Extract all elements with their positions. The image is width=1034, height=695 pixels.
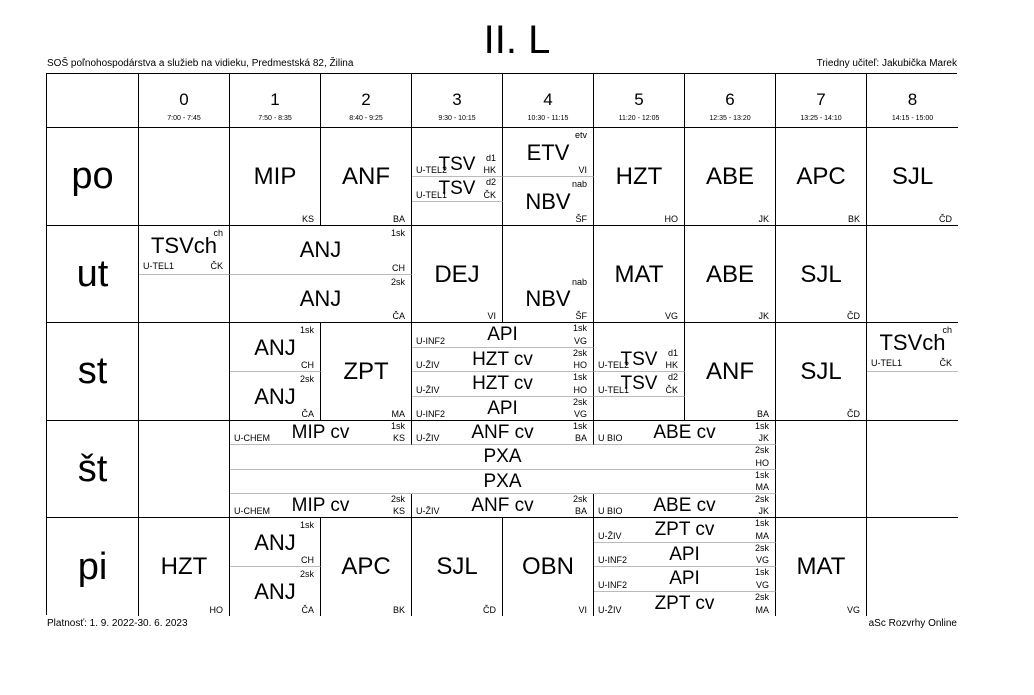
lesson-subject: SJL (800, 358, 842, 385)
period-time: 9:30 - 10:15 (438, 115, 476, 122)
lesson-card[interactable] (412, 177, 503, 202)
lesson-subject: ABE (705, 163, 755, 190)
period-number: 8 (907, 90, 918, 109)
lesson-group: 1sk (572, 372, 587, 382)
lesson-room: U-ŽIV (598, 530, 622, 541)
period-number: 5 (634, 90, 644, 109)
lesson-teacher: VI (578, 165, 587, 175)
lesson-card[interactable] (594, 226, 685, 323)
lesson-group: ch (942, 325, 952, 335)
lesson-subject: ETV (526, 140, 570, 165)
lesson-teacher: HO (209, 605, 223, 615)
lesson-teacher: ČD (939, 214, 952, 224)
lesson-teacher: ČK (665, 384, 678, 395)
lesson-subject: ABE (705, 261, 755, 288)
lesson-teacher: ČK (210, 261, 223, 271)
lesson-subject: ANJ (254, 335, 296, 360)
lesson-group: 2sk (754, 445, 769, 456)
lesson-subject: TSV (620, 348, 658, 370)
lesson-group: 1sk (572, 323, 587, 333)
lesson-subject: MIP cv (291, 422, 350, 443)
lesson-subject: HZT (615, 163, 663, 190)
lesson-card[interactable] (321, 518, 412, 616)
lesson-room: U-CHEM (234, 433, 270, 444)
lesson-subject: ABE cv (653, 422, 716, 443)
lesson-teacher: CH (301, 555, 314, 565)
period-header (867, 74, 958, 128)
lesson-card[interactable] (594, 348, 685, 373)
lesson-subject: OBN (521, 553, 574, 580)
lesson-subject: ANF (342, 163, 390, 190)
lesson-teacher: CH (301, 360, 314, 370)
lesson-subject: MIP (253, 163, 297, 190)
period-header (776, 74, 867, 128)
lesson-subject: SJL (800, 261, 842, 288)
lesson-subject: MIP cv (291, 494, 350, 516)
lesson-card[interactable] (230, 421, 412, 445)
lesson-subject: HZT (160, 553, 208, 580)
lesson-room: U-INF2 (416, 409, 445, 419)
lesson-group: 1sk (299, 325, 314, 335)
lesson-subject: SJL (891, 163, 934, 190)
empty-slot (776, 421, 867, 518)
lesson-card[interactable] (139, 226, 230, 275)
lesson-subject: ANJ (299, 285, 342, 311)
lesson-subject: MAT (614, 261, 664, 288)
lesson-teacher: HK (483, 165, 496, 175)
period-time: 11:20 - 12:05 (618, 115, 660, 122)
lesson-group: d1 (667, 347, 678, 358)
period-time: 7:50 - 8:35 (258, 115, 292, 122)
empty-slot (867, 518, 958, 616)
lesson-teacher: HO (573, 360, 587, 370)
lesson-teacher: ČD (483, 605, 496, 615)
lesson-subject: APC (796, 163, 846, 190)
period-header (412, 74, 503, 128)
lesson-group: 1sk (754, 518, 769, 528)
lesson-card[interactable] (230, 518, 321, 567)
lesson-subject: TSVch (150, 233, 218, 258)
lesson-teacher: MA (755, 530, 769, 541)
lesson-card[interactable] (685, 323, 776, 421)
lesson-subject: NBV (525, 189, 571, 214)
lesson-card[interactable] (230, 323, 321, 372)
day-label (47, 421, 139, 518)
lesson-card[interactable] (867, 323, 958, 372)
lesson-room: U-ŽIV (598, 605, 622, 615)
lesson-room: U-TEL1 (598, 384, 630, 395)
lesson-teacher: VI (487, 311, 496, 321)
lesson-teacher: VI (578, 605, 587, 615)
lesson-teacher: CH (392, 262, 405, 273)
class-title: II. L (483, 18, 551, 62)
period-header (503, 74, 594, 128)
lesson-room: U-TEL1 (143, 261, 175, 271)
empty-slot (139, 128, 230, 226)
lesson-teacher: ČK (483, 189, 496, 200)
lesson-teacher: VG (664, 311, 678, 321)
lesson-card[interactable] (412, 226, 503, 323)
period-number: 3 (452, 90, 462, 109)
lesson-group: 2sk (572, 396, 587, 407)
lesson-teacher: JK (758, 214, 769, 224)
lesson-group: 1sk (299, 520, 314, 530)
period-number: 2 (361, 90, 371, 109)
lesson-card[interactable] (503, 518, 594, 616)
lesson-card[interactable] (776, 518, 867, 616)
lesson-teacher: ČK (939, 358, 952, 368)
lesson-card[interactable] (412, 323, 594, 348)
lesson-group: 1sk (572, 421, 587, 431)
lesson-card[interactable] (230, 494, 412, 518)
lesson-card[interactable] (867, 128, 958, 226)
lesson-teacher: ČA (392, 311, 405, 321)
lesson-group: 1sk (390, 228, 405, 238)
lesson-teacher: MA (391, 409, 405, 419)
lesson-room: U-TEL2 (598, 360, 630, 370)
lesson-teacher: BA (574, 506, 587, 516)
lesson-group: d1 (485, 152, 496, 163)
lesson-group: 2sk (390, 276, 405, 287)
lesson-card[interactable] (594, 372, 685, 397)
lesson-group: 2sk (572, 347, 587, 358)
lesson-card[interactable] (230, 567, 321, 616)
lesson-subject: SJL (436, 553, 478, 580)
empty-slot (139, 421, 230, 518)
validity-period: Platnosť: 1. 9. 2022-30. 6. 2023 (47, 618, 188, 629)
lesson-card[interactable] (230, 128, 321, 226)
class-teacher: Triedny učiteľ: Jakubička Marek (816, 58, 957, 69)
lesson-group: etv (574, 130, 587, 140)
lesson-subject: API (669, 543, 700, 565)
lesson-subject: ANJ (254, 384, 296, 409)
lesson-group: 2sk (754, 493, 769, 504)
lesson-group: 1sk (754, 421, 769, 431)
lesson-room: U-TEL2 (416, 165, 448, 175)
day-label (47, 518, 139, 616)
lesson-teacher: HK (665, 360, 678, 370)
lesson-room: U BIO (598, 433, 623, 444)
period-number: 0 (179, 90, 189, 109)
lesson-subject: TSV (438, 153, 476, 175)
lesson-room: U-INF2 (598, 579, 627, 590)
lesson-room: U-ŽIV (416, 506, 440, 516)
day-name: ut (76, 252, 109, 295)
lesson-group: 2sk (572, 493, 587, 504)
lesson-group: nab (571, 276, 587, 287)
lesson-subject: API (487, 397, 518, 419)
lesson-subject: TSV (438, 178, 476, 199)
lesson-teacher: JK (758, 506, 769, 516)
timetable-grid (46, 73, 957, 615)
lesson-subject: API (487, 324, 518, 345)
lesson-teacher: ŠF (575, 311, 587, 321)
lesson-subject: PXA (483, 446, 522, 468)
lesson-teacher: MA (755, 481, 769, 492)
lesson-card[interactable] (230, 445, 776, 469)
lesson-card[interactable] (503, 177, 594, 226)
lesson-teacher: VG (573, 335, 587, 346)
period-number: 6 (725, 90, 735, 109)
lesson-room: U-CHEM (234, 506, 270, 516)
lesson-subject: TSV (620, 373, 658, 394)
lesson-subject: ZPT cv (654, 592, 715, 614)
lesson-card[interactable] (230, 372, 321, 421)
lesson-subject: ANF cv (471, 494, 534, 516)
lesson-group: d2 (485, 177, 496, 187)
lesson-subject: ANJ (254, 530, 296, 555)
period-time: 7:00 - 7:45 (167, 115, 201, 122)
lesson-group: ch (213, 228, 223, 238)
period-time: 12:35 - 13:20 (709, 115, 751, 122)
lesson-card[interactable] (321, 128, 412, 226)
lesson-card[interactable] (776, 226, 867, 323)
lesson-group: nab (571, 179, 587, 189)
lesson-teacher: KS (392, 506, 405, 516)
lesson-card[interactable] (594, 592, 776, 617)
lesson-teacher: VG (573, 409, 587, 419)
lesson-room: U-ŽIV (416, 433, 440, 444)
period-header (685, 74, 776, 128)
lesson-teacher: HO (573, 384, 587, 395)
period-number: 4 (543, 90, 553, 109)
lesson-room: U-ŽIV (416, 384, 440, 395)
lesson-card[interactable] (685, 226, 776, 323)
lesson-group: 2sk (754, 542, 769, 553)
lesson-subject: TSVch (879, 330, 946, 355)
lesson-card[interactable] (594, 128, 685, 226)
corner-cell (47, 74, 139, 128)
lesson-card[interactable] (685, 128, 776, 226)
lesson-subject: ZPT (343, 358, 389, 385)
lesson-teacher: BA (756, 409, 769, 419)
lesson-teacher: ČA (301, 409, 314, 419)
day-name: št (77, 447, 108, 490)
period-header (321, 74, 412, 128)
lesson-card[interactable] (412, 372, 594, 397)
lesson-card[interactable] (594, 421, 776, 445)
lesson-teacher: JK (758, 433, 769, 444)
empty-slot (139, 323, 230, 421)
lesson-room: U-INF2 (598, 555, 627, 565)
period-time: 10:30 - 11:15 (527, 115, 569, 122)
day-label (47, 128, 139, 226)
lesson-group: 2sk (299, 569, 314, 579)
lesson-teacher: BK (847, 214, 860, 224)
school-name: SOŠ poľnohospodárstva a služieb na vidieku, Predmestská 82, Žilina (47, 58, 354, 69)
lesson-card[interactable] (594, 567, 776, 592)
lesson-group: 2sk (299, 374, 314, 384)
lesson-group: d2 (667, 372, 678, 382)
lesson-card[interactable] (776, 323, 867, 421)
lesson-subject: PXA (483, 470, 522, 492)
lesson-card[interactable] (412, 494, 594, 518)
lesson-subject: ABE cv (653, 494, 716, 516)
lesson-card[interactable] (412, 518, 503, 616)
lesson-subject: ANF cv (471, 422, 534, 443)
lesson-subject: HZT cv (472, 373, 533, 394)
lesson-card[interactable] (412, 397, 594, 422)
period-time: 14:15 - 15:00 (891, 115, 934, 122)
period-number: 1 (270, 90, 280, 109)
lesson-card[interactable] (412, 421, 594, 445)
lesson-group: 1sk (754, 469, 769, 480)
lesson-teacher: ČD (847, 409, 860, 419)
lesson-group: 1sk (390, 421, 405, 431)
period-header (230, 74, 321, 128)
lesson-room: U-INF2 (416, 335, 445, 346)
lesson-subject: HZT cv (472, 348, 533, 370)
lesson-card[interactable] (412, 348, 594, 373)
lesson-group: 1sk (754, 567, 769, 577)
lesson-teacher: VG (846, 605, 860, 615)
period-header (139, 74, 230, 128)
period-number: 7 (816, 90, 826, 109)
lesson-card[interactable] (594, 494, 776, 518)
lesson-subject: MAT (796, 553, 846, 580)
lesson-teacher: ČD (847, 311, 860, 321)
lesson-subject: ZPT cv (654, 519, 715, 540)
period-time: 8:40 - 9:25 (349, 115, 383, 122)
lesson-subject: ANJ (299, 237, 342, 262)
lesson-teacher: BA (392, 214, 405, 224)
lesson-teacher: JK (758, 311, 769, 321)
lesson-teacher: VG (755, 555, 769, 565)
day-label (47, 323, 139, 421)
day-name: pi (77, 545, 108, 588)
lesson-teacher: HO (664, 214, 678, 224)
credit: aSc Rozvrhy Online (868, 618, 957, 629)
lesson-teacher: ŠF (575, 214, 587, 224)
day-label (47, 226, 139, 323)
day-name: st (77, 350, 108, 392)
lesson-teacher: MA (755, 605, 769, 615)
lesson-teacher: VG (755, 579, 769, 590)
lesson-room: U-TEL1 (416, 189, 448, 200)
lesson-card[interactable] (594, 543, 776, 568)
day-name: po (71, 155, 114, 197)
lesson-room: U-TEL1 (871, 358, 903, 368)
lesson-teacher: KS (301, 214, 314, 224)
lesson-card[interactable] (412, 153, 503, 178)
lesson-teacher: KS (392, 433, 405, 444)
lesson-subject: APC (341, 553, 391, 580)
lesson-subject: ANF (706, 358, 754, 385)
lesson-group: 2sk (390, 493, 405, 504)
lesson-group: 2sk (754, 591, 769, 602)
lesson-card[interactable] (321, 323, 412, 421)
lesson-card[interactable] (230, 470, 776, 494)
lesson-room: U-ŽIV (416, 360, 440, 370)
lesson-card[interactable] (503, 275, 594, 324)
lesson-card[interactable] (776, 128, 867, 226)
lesson-subject: API (669, 568, 700, 589)
lesson-room: U BIO (598, 506, 623, 516)
lesson-card[interactable] (230, 275, 412, 324)
empty-slot (867, 421, 958, 518)
lesson-card[interactable] (230, 226, 412, 275)
lesson-card[interactable] (594, 518, 776, 543)
lesson-teacher: HO (755, 457, 769, 468)
lesson-card[interactable] (503, 128, 594, 177)
lesson-subject: ANJ (254, 579, 296, 604)
period-time: 13:25 - 14:10 (800, 115, 842, 122)
lesson-teacher: BA (574, 433, 587, 444)
lesson-subject: NBV (525, 285, 571, 311)
lesson-subject: DEJ (434, 261, 480, 288)
lesson-card[interactable] (139, 518, 230, 616)
lesson-teacher: ČA (301, 605, 314, 615)
period-header (594, 74, 685, 128)
empty-slot (867, 226, 958, 323)
lesson-teacher: BK (392, 605, 405, 615)
